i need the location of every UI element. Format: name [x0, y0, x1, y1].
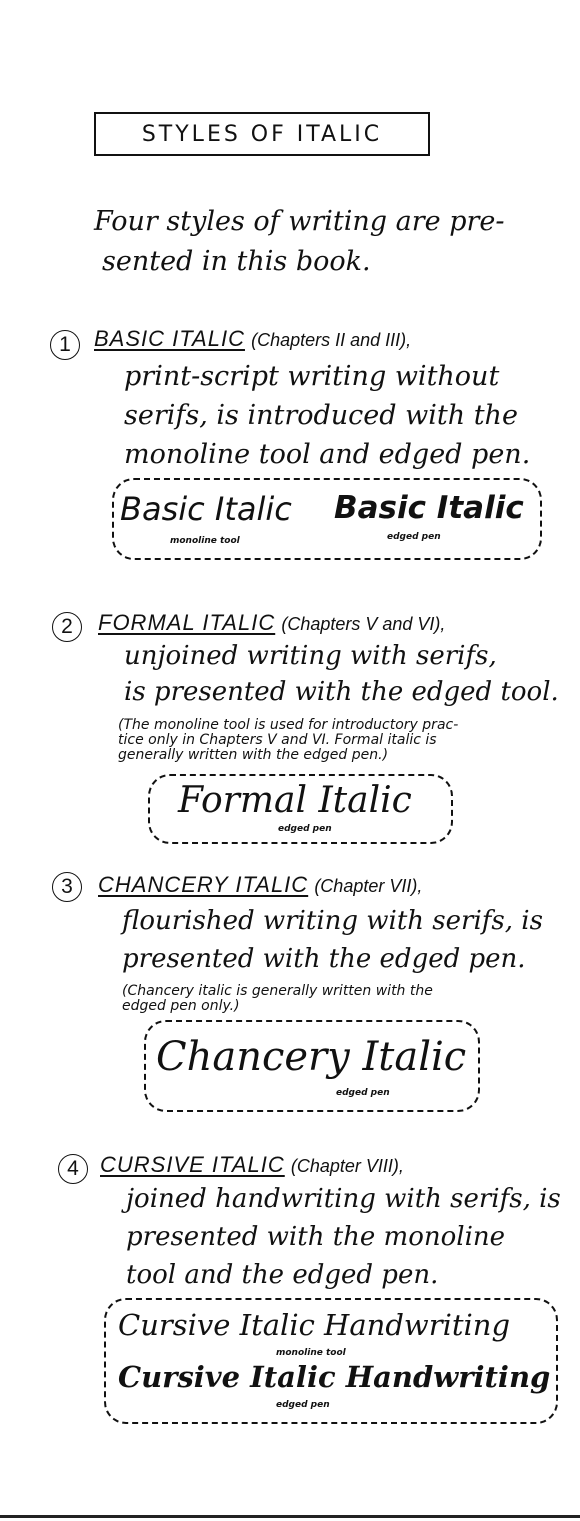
- description-line: unjoined writing with serifs,: [124, 641, 497, 671]
- intro-line-2: sented in this book.: [102, 246, 371, 277]
- sample-box: [104, 1298, 558, 1424]
- section-chapters: (Chapters V and VI),: [281, 614, 446, 634]
- description-line: flourished writing with serifs, is: [122, 906, 543, 936]
- section-description: [122, 902, 543, 978]
- section-number-badge: 1: [50, 330, 80, 360]
- sample-caption: edged pen: [276, 1400, 330, 1410]
- note-line: generally written with the edged pen.): [118, 747, 389, 763]
- sample-caption: edged pen: [336, 1088, 390, 1098]
- description-line: serifs, is introduced with the: [124, 400, 518, 431]
- sample-text-monoline: Basic Italic: [120, 490, 292, 528]
- description-line: presented with the monoline: [126, 1222, 506, 1252]
- section-chapters: (Chapters II and III),: [251, 330, 412, 350]
- note-line: edged pen only.): [122, 998, 240, 1014]
- sample-caption: monoline tool: [170, 536, 240, 546]
- sample-text-edged: Formal Italic: [178, 780, 412, 821]
- section-name: CHANCERY ITALIC: [98, 872, 309, 897]
- section-heading: [100, 1152, 404, 1178]
- intro-line-1: Four styles of writing are pre-: [94, 206, 505, 237]
- sample-box: [148, 774, 453, 844]
- section-name: CURSIVE ITALIC: [100, 1152, 285, 1177]
- section-note: [122, 984, 433, 1014]
- section-heading: [94, 326, 411, 352]
- section-note: [118, 718, 458, 763]
- description-line: is presented with the edged tool.: [124, 677, 559, 707]
- section-number-badge: 4: [58, 1154, 88, 1184]
- section-chapters: (Chapter VII),: [314, 876, 423, 896]
- sample-text-monoline: Cursive Italic Handwriting: [118, 1308, 511, 1342]
- section-description: [124, 638, 559, 710]
- bottom-rule: [0, 1515, 580, 1518]
- sample-box: [112, 478, 542, 560]
- page-title-text: STYLES OF ITALIC: [141, 121, 383, 147]
- sample-caption: edged pen: [387, 532, 441, 542]
- sample-caption: monoline tool: [276, 1348, 346, 1358]
- section-description: [126, 1180, 561, 1294]
- sample-text-edged: Basic Italic: [334, 490, 524, 526]
- description-line: tool and the edged pen.: [126, 1260, 439, 1290]
- section-description: [124, 357, 530, 474]
- section-number-badge: 3: [52, 872, 82, 902]
- sample-caption: edged pen: [278, 824, 332, 834]
- description-line: joined handwriting with serifs, is: [126, 1184, 561, 1214]
- note-line: tice only in Chapters V and VI. Formal italic is: [118, 732, 437, 748]
- section-heading: [98, 872, 422, 898]
- sample-box: [144, 1020, 480, 1112]
- section-name: BASIC ITALIC: [94, 326, 245, 351]
- description-line: print-script writing without: [124, 361, 500, 392]
- description-line: monoline tool and edged pen.: [124, 439, 531, 470]
- page-title: [94, 112, 430, 156]
- description-line: presented with the edged pen.: [122, 944, 526, 974]
- sample-text-edged: Cursive Italic Handwriting: [118, 1360, 551, 1394]
- section-name: FORMAL ITALIC: [98, 610, 276, 635]
- intro-paragraph: [94, 202, 534, 282]
- note-line: (Chancery italic is generally written with the: [122, 983, 433, 999]
- sample-text-edged: Chancery Italic: [156, 1034, 467, 1080]
- note-line: (The monoline tool is used for introductory prac-: [118, 717, 459, 733]
- section-number-badge: 2: [52, 612, 82, 642]
- section-chapters: (Chapter VIII),: [290, 1156, 404, 1176]
- section-heading: [98, 610, 445, 636]
